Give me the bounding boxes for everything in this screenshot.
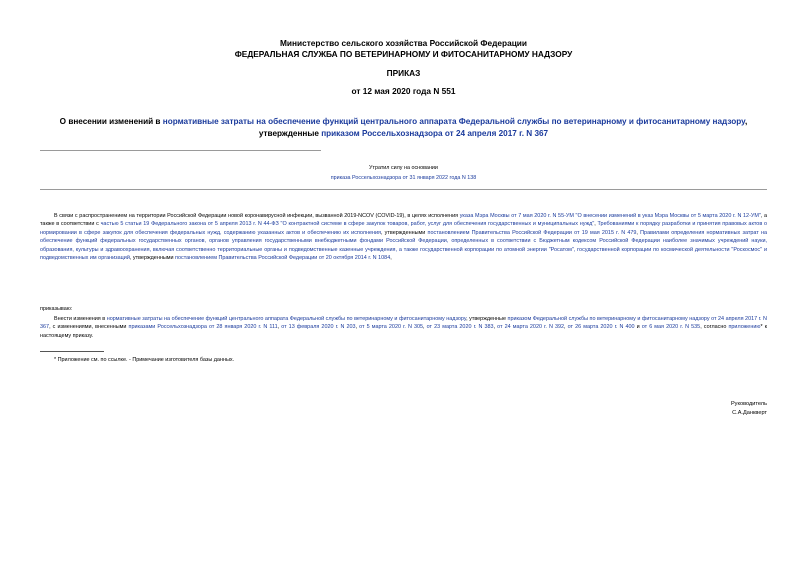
link-appendix[interactable]: приложению — [728, 324, 761, 331]
link-order-305[interactable]: от 5 марта 2020 г. N 305 — [359, 324, 424, 331]
preamble-paragraph — [40, 212, 767, 262]
ministry-name: Министерство сельского хозяйства Российской Федерации — [280, 38, 527, 48]
document-title — [40, 116, 767, 139]
link-requirements[interactable]: Требованиями к порядку разработки и принятия правовых актов о нормировании в сфере закупок для обеспечения федеральных нужд, содержанию указанных актов и обеспечению их исполнения — [40, 221, 767, 236]
preamble-text: , — [390, 255, 392, 262]
preamble-text: , утвержденными — [129, 255, 176, 262]
signature-name: С.А.Данкверт — [732, 410, 767, 416]
main-text: и — [634, 324, 642, 331]
document-date: от 12 мая 2020 года N 551 — [351, 86, 456, 96]
link-resolution-1084[interactable]: постановлением Правительства Российской Федерации от 20 октября 2014 г. N 1084 — [175, 255, 391, 262]
preamble-text: , — [636, 229, 641, 236]
main-text: , согласно — [700, 324, 729, 331]
main-text: , — [493, 324, 498, 331]
main-text: * к настоящему приказу. — [40, 324, 768, 339]
main-text: , с изменениями, внесенными — [49, 324, 129, 331]
divider-note — [40, 189, 767, 190]
preamble-text: , а также в соответствии с — [40, 213, 767, 228]
main-text: , утвержденные — [466, 316, 508, 322]
link-rules[interactable]: Правилами определения нормативных затрат на обеспечение функций федеральных государственных органов, органов управления государственными внебюджетными фондами Российской Федерации, определенных в соответствии с Бюджетным кодексом Российской Федерации наиболее значимых учреждений науки, образования, культуры и здравоохранения, включая соответственно территориальные органы и подведомственные казенные учреждения, а также государственной корпорации по атомной энергии "Росатом", государственной корпорации по космической деятельности "Роскосмос" и подведомственных им организаций — [40, 229, 767, 262]
title-link-norms[interactable]: нормативные затраты на обеспечение функций центрального аппарата Федеральной службы по ветеринарному и фитосанитарному надзору — [162, 117, 746, 126]
title-text: , утвержденные — [258, 117, 748, 138]
link-norms[interactable]: нормативные затраты на обеспечение функций центрального аппарата Федеральной службы по ветеринарному и фитосанитарному надзору — [106, 316, 467, 322]
link-order-392[interactable]: от 24 марта 2020 г. N 392 — [497, 324, 565, 331]
footnote: * Приложение см. по ссылке. - Примечание изготовителя базы данных. — [54, 357, 235, 363]
repeal-note-text: Утратил силу на основании — [369, 165, 438, 171]
footnote-divider — [40, 351, 104, 352]
divider-top — [40, 150, 321, 151]
service-name: ФЕДЕРАЛЬНАЯ СЛУЖБА ПО ВЕТЕРИНАРНОМУ И ФИТОСАНИТАРНОМУ НАДЗОРУ — [234, 49, 573, 59]
link-order-367[interactable]: приказом Федеральной службы по ветеринарному и фитосанитарному надзору от 24 апреля 2017 г. N 367 — [40, 316, 767, 331]
preamble-text: , утвержденными — [380, 229, 428, 236]
order-word: приказываю: — [40, 306, 73, 312]
link-resolution-479[interactable]: постановлением Правительства Российской Федерации от 19 мая 2015 г. N 479 — [427, 229, 637, 236]
main-text: , — [423, 324, 427, 331]
document-type: ПРИКАЗ — [386, 68, 421, 78]
preamble-text: В связи с распространением на территории Российской Федерации новой коронавирусной инфекции, вызванной 2019-NCOV (COVID-19), в целях исполнения — [54, 213, 460, 219]
main-text: , — [564, 324, 568, 331]
main-text: Внести изменения в — [54, 316, 107, 322]
link-order-535[interactable]: от 6 мая 2020 г. N 535 — [641, 324, 701, 331]
link-moscow-decree[interactable]: указа Мэра Москвы от 7 мая 2020 г. N 55-УМ "О внесении изменений в указ Мэра Москвы от 5 марта 2020 г. N 12-УМ" — [459, 213, 761, 219]
title-link-order-367[interactable]: приказом Россельхознадзора от 24 апреля 2017 г. N 367 — [321, 128, 549, 138]
link-order-383[interactable]: от 23 марта 2020 г. N 383 — [426, 324, 494, 331]
main-text: , — [355, 324, 360, 331]
repeal-note-link[interactable]: приказа Россельхознадзора от 31 января 2022 года N 138 — [330, 174, 477, 181]
link-order-111[interactable]: приказами Россельхознадзора от 28 января 2020 г. N 111 — [128, 324, 278, 331]
signature-role: Руководитель — [730, 401, 767, 407]
link-federal-law-44[interactable]: частью 5 статьи 19 Федерального закона от 5 апреля 2013 г. N 44-ФЗ "О контрактной системе в сфере закупок товаров, работ, услуг для обеспечения государственных и муниципальных нужд" — [100, 221, 595, 228]
title-text: О внесении изменений в — [59, 117, 163, 126]
main-paragraph — [40, 315, 767, 340]
main-text: , — [277, 324, 282, 331]
repeal-note — [245, 165, 562, 182]
preamble-text: , — [594, 221, 598, 228]
link-order-400[interactable]: от 26 марта 2020 г. N 400 — [567, 324, 635, 331]
link-order-203[interactable]: от 13 февраля 2020 г. N 203 — [281, 324, 356, 331]
